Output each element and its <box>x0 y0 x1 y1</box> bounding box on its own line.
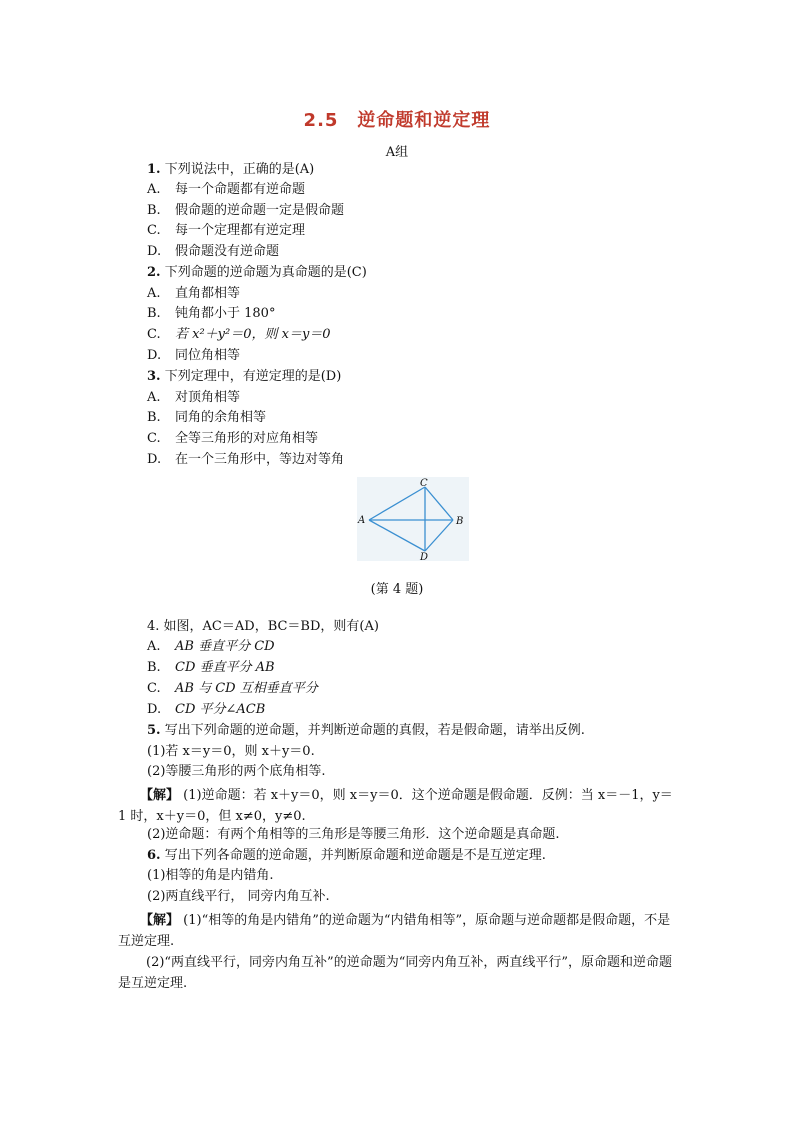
q2-text: 下列命题的逆命题为真命题的是(C) <box>164 265 367 280</box>
q5-solution-1 <box>118 785 678 827</box>
option-text: AB 垂直平分 CD <box>175 639 275 654</box>
vertex-label-b: B <box>456 516 464 527</box>
option-text: AB 与 CD 互相垂直平分 <box>175 681 318 696</box>
q1-stem <box>147 162 314 178</box>
vertex-label-c: C <box>420 478 428 489</box>
vertex-label-d: D <box>420 552 429 561</box>
option-text: 全等三角形的对应角相等 <box>175 431 319 446</box>
option-text: CD 垂直平分 AB <box>175 660 275 675</box>
q4-text: 如图，AC＝AD，BC＝BD，则有(A) <box>163 619 379 634</box>
q2-option-c <box>147 327 331 343</box>
q2-option-d <box>147 348 240 364</box>
solution-tag: 【解】 <box>140 788 180 803</box>
q4-stem <box>147 619 379 635</box>
q2-option-b <box>147 306 275 322</box>
q3-option-d <box>147 452 344 468</box>
q5-text: 写出下列命题的逆命题，并判断逆命题的真假，若是假命题，请举出反例. <box>164 723 585 738</box>
option-label: D. <box>147 452 162 467</box>
q4-option-b <box>147 660 275 676</box>
q1-option-c <box>147 223 305 239</box>
option-text: CD 平分∠ACB <box>175 702 266 717</box>
q2-stem <box>147 265 367 281</box>
option-label: A. <box>147 390 161 405</box>
option-text: 若 x²＋y²＝0，则 x＝y＝0 <box>175 327 331 342</box>
q4-number: 4. <box>147 619 160 634</box>
q6-solution-2: (2)“两直线平行，同旁内角互补”的逆命题为“同旁内角互补，两直线平行”，原命题和逆命题是互逆定理. <box>118 955 672 991</box>
solution-tag: 【解】 <box>140 913 180 928</box>
solution-text: (1)“相等的角是内错角”的逆命题为“内错角相等”，原命题与逆命题都是假命题，不是互逆定理. <box>118 913 671 949</box>
q5-stem <box>147 723 585 739</box>
option-label: C. <box>147 681 161 696</box>
q1-option-a <box>147 182 305 198</box>
option-label: D. <box>147 348 162 363</box>
q5-number: 5. <box>147 723 161 738</box>
option-label: D. <box>147 702 162 717</box>
q3-option-c <box>147 431 318 447</box>
page-title: 2.5 逆命题和逆定理 <box>303 110 491 131</box>
option-text: 在一个三角形中，等边对等角 <box>175 452 345 467</box>
option-label: A. <box>147 639 161 654</box>
option-text: 钝角都小于 180° <box>175 306 276 321</box>
option-label: A. <box>147 286 161 301</box>
option-text: 对顶角相等 <box>175 390 241 405</box>
option-label: B. <box>147 410 161 425</box>
q3-number: 3. <box>147 369 161 384</box>
option-label: B. <box>147 306 161 321</box>
q3-option-b <box>147 410 266 426</box>
option-label: C. <box>147 223 161 238</box>
option-label: A. <box>147 182 161 197</box>
q2-option-a <box>147 286 240 302</box>
q6-text: 写出下列各命题的逆命题，并判断原命题和逆命题是不是互逆定理. <box>164 848 546 863</box>
q3-stem <box>147 369 341 385</box>
option-label: C. <box>147 327 161 342</box>
q5-solution-2: (2)逆命题：有两个角相等的三角形是等腰三角形．这个逆命题是真命题. <box>147 827 560 842</box>
q5-item-1: (1)若 x＝y＝0，则 x＋y＝0. <box>147 744 315 759</box>
q6-item-2: (2)两直线平行， 同旁内角互补. <box>147 889 330 904</box>
group-heading: A组 <box>385 145 409 160</box>
option-text: 假命题没有逆命题 <box>175 244 280 259</box>
solution-text: (1)逆命题：若 x＋y＝0，则 x＝y＝0．这个逆命题是假命题．反例：当 x＝－1，y＝1 时，x＋y＝0，但 x≠0，y≠0. <box>118 788 673 824</box>
figure-caption: (第 4 题) <box>370 582 424 597</box>
q2-number: 2. <box>147 265 161 280</box>
option-label: D. <box>147 244 162 259</box>
option-text: 每一个命题都有逆命题 <box>175 182 306 197</box>
kite-diagram <box>357 477 469 561</box>
option-text: 每一个定理都有逆定理 <box>175 223 306 238</box>
option-text: 同位角相等 <box>175 348 241 363</box>
q1-option-b <box>147 203 344 219</box>
q3-option-a <box>147 390 240 406</box>
q5-item-2: (2)等腰三角形的两个底角相等. <box>147 764 326 779</box>
q6-stem <box>147 848 546 864</box>
option-text: 直角都相等 <box>175 286 241 301</box>
q4-option-c <box>147 681 318 697</box>
vertex-label-a: A <box>358 515 366 526</box>
q1-option-d <box>147 244 279 260</box>
q6-solution-1 <box>118 910 678 952</box>
q3-text: 下列定理中，有逆定理的是(D) <box>164 369 342 384</box>
option-text: 同角的余角相等 <box>175 410 267 425</box>
option-label: B. <box>147 660 161 675</box>
q6-number: 6. <box>147 848 161 863</box>
q4-option-d <box>147 702 265 718</box>
option-label: C. <box>147 431 161 446</box>
q4-option-a <box>147 639 275 655</box>
q1-number: 1. <box>147 162 161 177</box>
option-text: 假命题的逆命题一定是假命题 <box>175 203 345 218</box>
option-label: B. <box>147 203 161 218</box>
q6-item-1: (1)相等的角是内错角. <box>147 868 274 883</box>
q1-text: 下列说法中，正确的是(A) <box>164 162 315 177</box>
